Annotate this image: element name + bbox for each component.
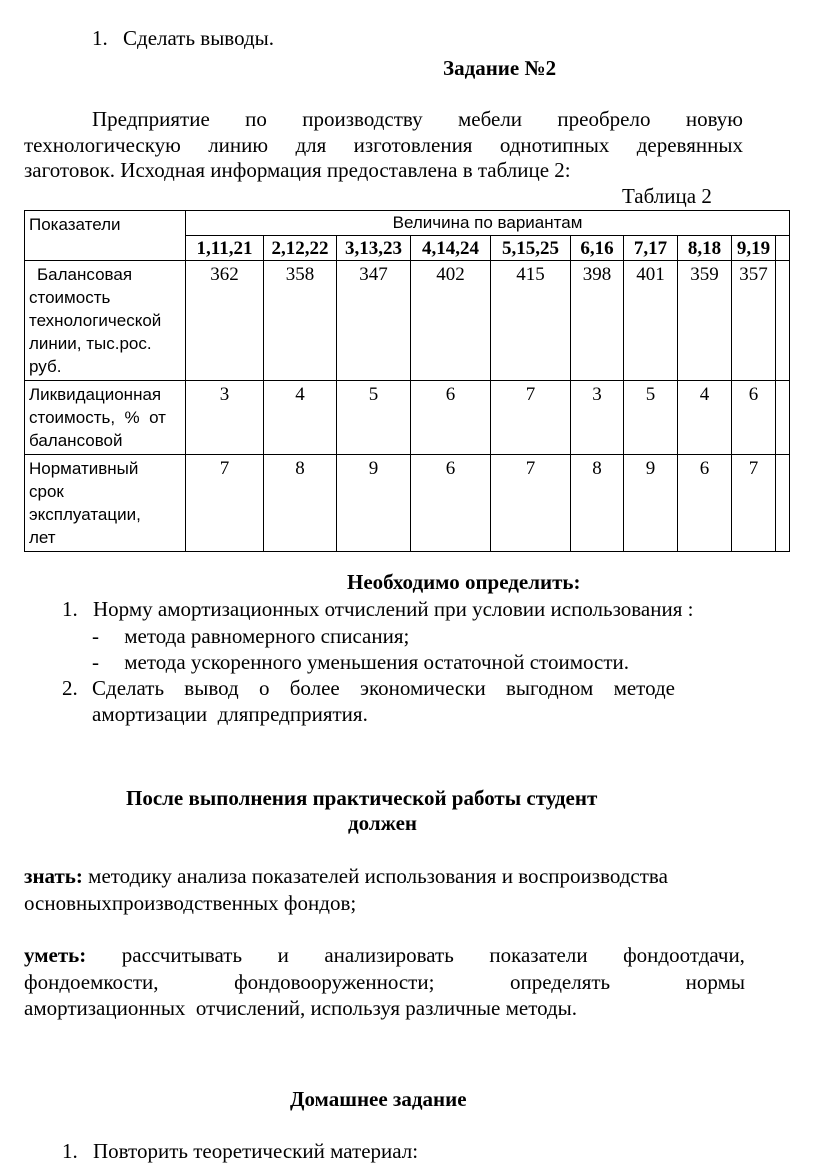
intro-word: новую [685,107,743,131]
variant-header: 2,12,22 [264,236,337,261]
row-label-line: технологической [29,311,162,330]
determine-subitem-2 [92,650,629,675]
table-cell-extra [776,455,790,552]
table-row [25,455,790,552]
table-cell: 6 [678,455,732,552]
task-title: Задание №2 [443,56,557,80]
table-row [25,261,790,381]
list-text: метода равномерного списания; [124,624,410,648]
row-label-line: балансовой [29,431,123,450]
table-cell: 7 [491,455,571,552]
table-cell: 8 [571,455,624,552]
can-line-2 [24,970,745,995]
list-number: 2. [62,676,78,700]
intro-word: однотипных [499,133,610,157]
intro-word: деревянных [636,133,743,157]
row-label [25,455,186,552]
variant-header: 9,19 [732,236,776,261]
row-label-line: стоимость, % от [29,408,166,427]
word: фондовооруженности; [234,970,435,994]
word: вывод [184,676,239,700]
word: о [258,676,270,700]
word: более [289,676,340,700]
list-text: Норму амортизационных отчислений при условии использования : [93,597,694,621]
word: Сделать [92,676,165,700]
list-number: 1. [62,1139,78,1163]
row-label-line: Балансовая [37,265,133,284]
table-cell: 6 [732,381,776,455]
table-cell-extra [776,381,790,455]
table-cell: 6 [411,381,491,455]
table-cell: 3 [571,381,624,455]
list-text: метода ускоренного уменьшения остаточной стоимости. [124,650,629,674]
header-variants-group: Величина по вариантам [186,211,790,236]
know-text: методику анализа показателей использования и воспроизводства [82,864,668,888]
word: фондоотдачи, [623,943,745,967]
can-label: уметь: [24,943,87,967]
word: показатели [489,943,588,967]
know-line-2: основныхпроизводственных фондов; [24,891,357,915]
table-cell: 7 [186,455,264,552]
variant-header-extra [776,236,790,261]
word: нормы [685,970,745,994]
word: фондоемкости, [24,970,159,994]
table-cell: 5 [624,381,678,455]
word: анализировать [324,943,454,967]
table-cell: 5 [337,381,411,455]
intro-word: изготовления [353,133,473,157]
determine-item-2-cont: амортизации дляпредприятия. [92,702,368,726]
word: определять [509,970,611,994]
row-label-line: стоимость [29,288,111,307]
table-cell: 347 [337,261,411,381]
determine-title: Необходимо определить: [347,570,581,594]
word: рассчитывать [121,943,243,967]
table-cell: 357 [732,261,776,381]
row-label-line: эксплуатации, [29,505,141,524]
list-dash: - [92,624,99,648]
row-label [25,261,186,381]
row-label-line: Ликвидационная [29,385,162,404]
variant-header: 5,15,25 [491,236,571,261]
table-cell: 402 [411,261,491,381]
table-cell: 362 [186,261,264,381]
after-title-line-1: После выполнения практической работы студент [126,786,598,810]
table-row [25,381,790,455]
intro-word: по [245,107,267,131]
variant-header: 3,13,23 [337,236,411,261]
row-label [25,381,186,455]
table-cell: 359 [678,261,732,381]
intro-word: преобрело [557,107,651,131]
row-label-line: линии, тыс.рос. [29,334,152,353]
word: экономически [360,676,486,700]
intro-word: производству [302,107,423,131]
row-label-line: Нормативный [29,459,139,478]
table-cell: 3 [186,381,264,455]
list-number: 1. [92,26,108,50]
know-label: знать: [24,864,83,888]
variant-header: 4,14,24 [411,236,491,261]
variant-header: 7,17 [624,236,678,261]
variant-header: 8,18 [678,236,732,261]
determine-item-1 [62,597,693,622]
table-cell: 401 [624,261,678,381]
homework-title: Домашнее задание [290,1087,467,1111]
data-table [24,210,790,552]
table-cell-extra [776,261,790,381]
homework-item [62,1139,418,1164]
table-cell: 358 [264,261,337,381]
table-cell: 7 [491,381,571,455]
variant-header: 1,11,21 [186,236,264,261]
row-label-line: руб. [29,357,62,376]
intro-line-1 [92,107,743,132]
table-caption: Таблица 2 [622,184,712,208]
table-cell: 9 [337,455,411,552]
know-line-1 [24,864,668,889]
variant-header: 6,16 [571,236,624,261]
table-cell: 7 [732,455,776,552]
row-label-line: срок [29,482,64,501]
intro-word: Предприятие [92,107,210,131]
list-text: Сделать выводы. [123,26,275,50]
table-cell: 4 [264,381,337,455]
word: выгодном [505,676,594,700]
intro-word: технологическую [24,133,181,157]
row-label-line: лет [29,528,56,547]
table-cell: 6 [411,455,491,552]
list-text: Повторить теоретический материал: [93,1139,419,1163]
table-cell: 9 [624,455,678,552]
word: и [277,943,289,967]
list-number: 1. [62,597,78,621]
intro-word: мебели [457,107,523,131]
table-cell: 415 [491,261,571,381]
table-cell: 8 [264,455,337,552]
can-line-3: амортизационных отчислений, используя различные методы. [24,996,578,1020]
after-title-line-2: должен [348,811,417,835]
intro-line-3: заготовок. Исходная информация предоставлена в таблице 2: [24,158,571,182]
can-line-1 [24,943,745,968]
list-dash: - [92,650,99,674]
top-list-item [92,26,274,51]
intro-word: линию [208,133,269,157]
list-text [92,676,675,701]
table-cell: 4 [678,381,732,455]
header-indicators: Показатели [25,211,186,261]
intro-line-2 [24,133,743,158]
intro-word: для [295,133,327,157]
table-cell: 398 [571,261,624,381]
word: методе [613,676,675,700]
determine-subitem-1 [92,624,409,649]
